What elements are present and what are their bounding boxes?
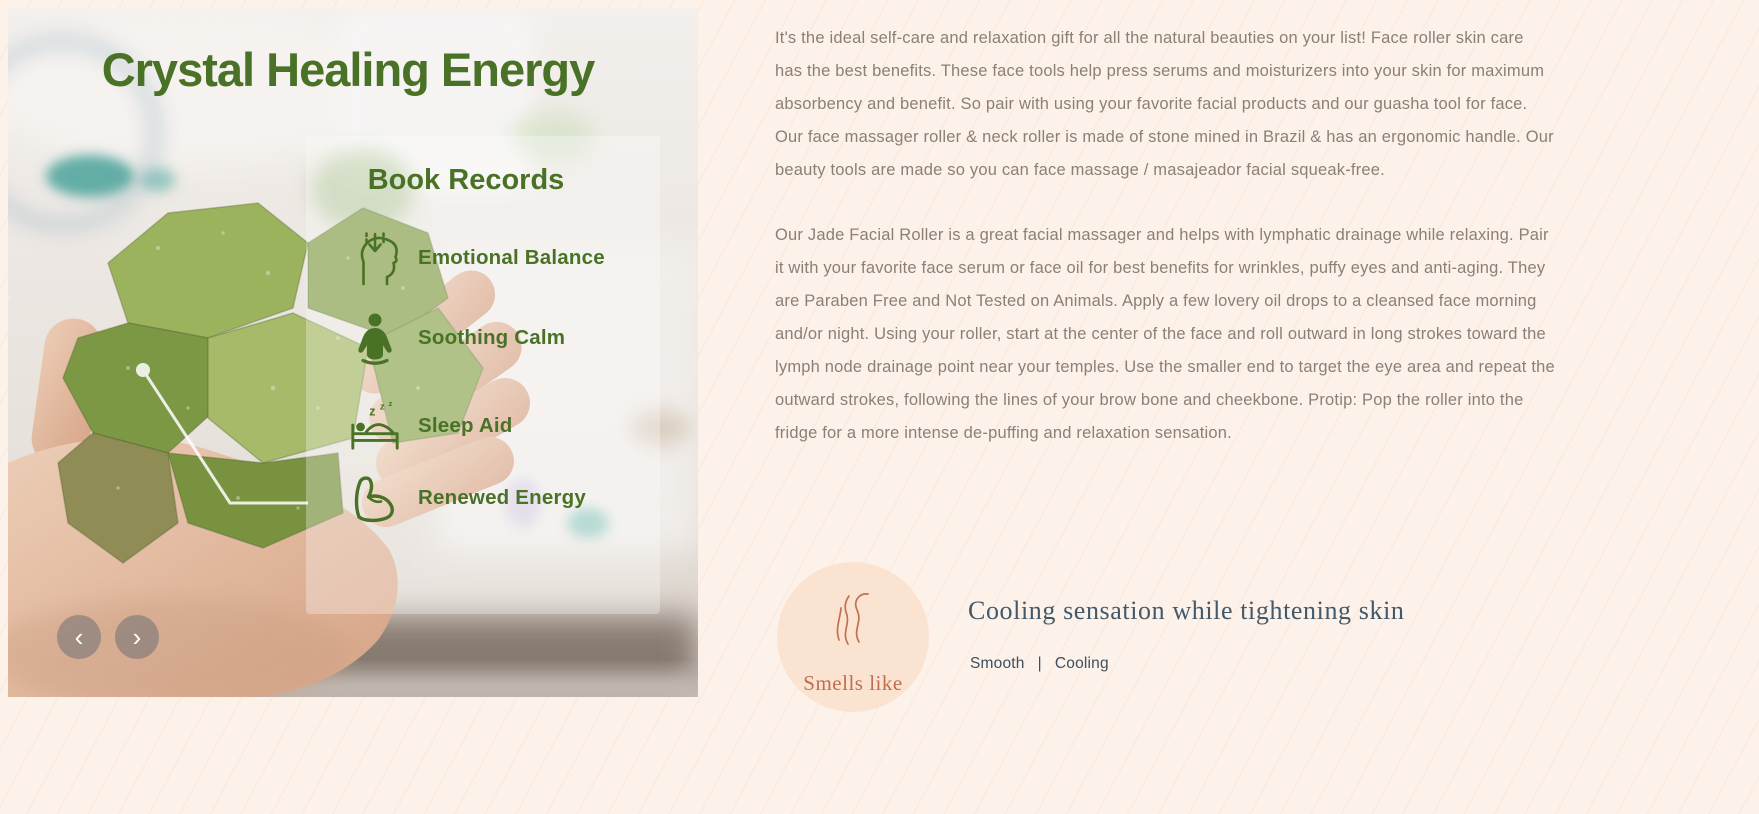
book-records-panel	[306, 136, 660, 614]
svg-text:z: z	[369, 404, 376, 419]
svg-text:z: z	[388, 399, 393, 408]
scent-tag-separator: |	[1037, 655, 1042, 672]
image-title: Crystal Healing Energy	[101, 43, 595, 96]
benefit-label: Emotional Balance	[418, 246, 605, 269]
scent-steam-icon	[827, 582, 879, 654]
benefit-renewed-energy	[348, 466, 648, 530]
scent-heading: Cooling sensation while tightening skin	[968, 596, 1405, 625]
product-description	[775, 22, 1555, 482]
smells-like-badge	[777, 562, 929, 712]
benefit-soothing-calm	[348, 306, 648, 370]
benefit-label: Sleep Aid	[418, 414, 513, 437]
carousel-next-button[interactable]	[115, 615, 159, 659]
description-paragraph-2: Our Jade Facial Roller is a great facial massager and helps with lymphatic drainage while relaxing. Pair it with your favorite face serum or face oil for best benefits for wrinkles, puffy eyes and anti-aging. They are Paraben Free and Not Tested on Animals. Apply a few lovery oil drops to a cleansed face morning and/or night. Using your roller, start at the center of the face and roll outward in long strokes toward the lymph node drainage point near your temples. Use the smaller end to target the eye area and repeat the outward strokes, following the lines of your brow bone and cheekbone. Protip: Pop the roller into the fridge for a more intense de-puffing and relaxation sensation.	[775, 226, 1555, 442]
smells-like-label: Smells like	[803, 671, 903, 695]
benefit-label: Renewed Energy	[418, 486, 586, 509]
description-paragraph-1: It's the ideal self-care and relaxation gift for all the natural beauties on your list! Face roller skin care has the best benefits. These face tools help press serums and moisturizers into your skin for maximum absorbency and benefit. So pair with using your favorite facial products and our guasha tool for face. Our face massager roller & neck roller is made of stone mined in Brazil & has an ergonomic handle. Our beauty tools are made so you can face massage / masajeador facial squeak-free.	[775, 29, 1554, 179]
benefit-label: Soothing Calm	[418, 326, 566, 349]
benefit-emotional-balance	[348, 226, 648, 290]
scent-tag-cooling: Cooling	[1054, 655, 1109, 672]
scent-tag-smooth: Smooth	[970, 655, 1025, 672]
soothing-calm-icon	[348, 309, 402, 367]
chevron-left-icon: ‹	[74, 622, 84, 652]
product-image	[8, 8, 698, 697]
svg-text:z: z	[379, 401, 385, 413]
renewed-energy-icon	[348, 469, 402, 527]
chevron-right-icon: ›	[132, 622, 142, 652]
benefit-sleep-aid	[348, 394, 648, 458]
scent-tags	[970, 655, 1109, 673]
sleep-aid-icon	[348, 397, 402, 455]
book-records-heading: Book Records	[367, 164, 565, 196]
emotional-balance-icon	[348, 229, 402, 287]
carousel-prev-button[interactable]	[57, 615, 101, 659]
